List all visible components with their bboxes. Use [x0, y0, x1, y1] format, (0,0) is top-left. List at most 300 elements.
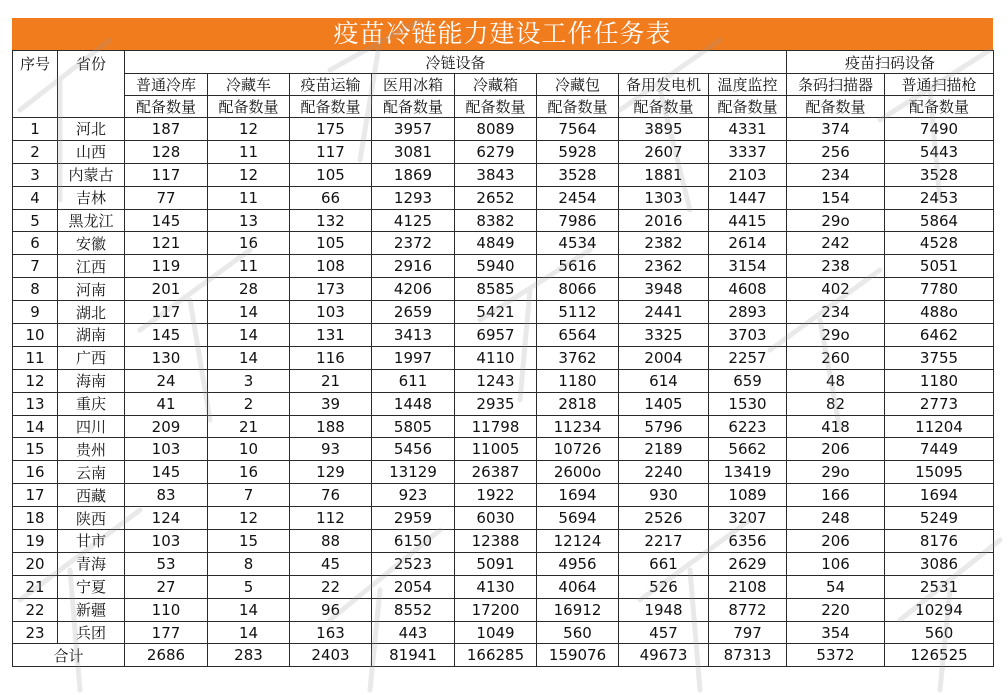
row-value: 443: [372, 621, 455, 644]
row-number: 18: [13, 507, 58, 530]
row-number: 1: [13, 118, 58, 141]
row-value: 130: [125, 346, 208, 369]
row-value: 2607: [619, 140, 709, 163]
row-value: 117: [125, 301, 208, 324]
row-value: 128: [125, 140, 208, 163]
row-value: 3755: [885, 346, 994, 369]
row-value: 3528: [537, 163, 619, 186]
header-column: 冷藏箱: [455, 74, 537, 96]
row-province: 陕西: [58, 507, 125, 530]
table-row: [13, 163, 994, 186]
row-value: 4608: [709, 278, 787, 301]
row-value: 177: [125, 621, 208, 644]
row-value: 1530: [709, 392, 787, 415]
row-value: 10294: [885, 598, 994, 621]
header-sublabel: 配备数量: [455, 96, 537, 118]
row-value: 8089: [455, 118, 537, 141]
row-value: 611: [372, 369, 455, 392]
row-value: 39: [290, 392, 372, 415]
row-province: 海南: [58, 369, 125, 392]
total-row: [13, 644, 994, 667]
row-value: 560: [885, 621, 994, 644]
row-value: 4110: [455, 346, 537, 369]
row-value: 77: [125, 186, 208, 209]
table-row: [13, 232, 994, 255]
row-value: 66: [290, 186, 372, 209]
row-value: 131: [290, 324, 372, 347]
row-value: 2054: [372, 575, 455, 598]
header-column: 备用发电机: [619, 74, 709, 96]
row-value: 16: [208, 461, 290, 484]
row-value: 105: [290, 163, 372, 186]
task-table: [12, 50, 994, 667]
row-value: 260: [787, 346, 885, 369]
row-value: 41: [125, 392, 208, 415]
row-province: 云南: [58, 461, 125, 484]
row-value: 11: [208, 186, 290, 209]
row-value: 187: [125, 118, 208, 141]
row-value: 13: [208, 209, 290, 232]
row-value: 560: [537, 621, 619, 644]
row-value: 488o: [885, 301, 994, 324]
row-province: 青海: [58, 552, 125, 575]
row-value: 3703: [709, 324, 787, 347]
table-head: [13, 51, 994, 118]
row-value: 175: [290, 118, 372, 141]
row-province: 安徽: [58, 232, 125, 255]
row-province: 河北: [58, 118, 125, 141]
row-value: 2818: [537, 392, 619, 415]
row-value: 3413: [372, 324, 455, 347]
row-value: 21: [290, 369, 372, 392]
row-value: 5616: [537, 255, 619, 278]
row-value: 12: [208, 118, 290, 141]
row-value: 2362: [619, 255, 709, 278]
row-value: 1997: [372, 346, 455, 369]
row-number: 7: [13, 255, 58, 278]
row-value: 2257: [709, 346, 787, 369]
row-value: 24: [125, 369, 208, 392]
header-sublabel: 配备数量: [619, 96, 709, 118]
row-value: 256: [787, 140, 885, 163]
row-value: 14: [208, 346, 290, 369]
row-value: 4064: [537, 575, 619, 598]
row-value: 29o: [787, 461, 885, 484]
row-number: 8: [13, 278, 58, 301]
row-value: 145: [125, 209, 208, 232]
row-value: 7986: [537, 209, 619, 232]
row-value: 2441: [619, 301, 709, 324]
row-value: 614: [619, 369, 709, 392]
row-value: 5928: [537, 140, 619, 163]
row-value: 1881: [619, 163, 709, 186]
row-value: 7449: [885, 438, 994, 461]
row-value: 11204: [885, 415, 994, 438]
row-value: 103: [125, 438, 208, 461]
row-value: 238: [787, 255, 885, 278]
row-value: 4331: [709, 118, 787, 141]
table-foot: [13, 644, 994, 667]
row-value: 88: [290, 530, 372, 553]
row-value: 659: [709, 369, 787, 392]
row-value: 14: [208, 621, 290, 644]
table-row: [13, 278, 994, 301]
row-value: 103: [125, 530, 208, 553]
row-value: 76: [290, 484, 372, 507]
table-title: 疫苗冷链能力建设工作任务表: [12, 18, 993, 50]
row-value: 4125: [372, 209, 455, 232]
row-number: 6: [13, 232, 58, 255]
table-row: [13, 530, 994, 553]
row-value: 2659: [372, 301, 455, 324]
row-value: 8552: [372, 598, 455, 621]
row-value: 374: [787, 118, 885, 141]
row-value: 6957: [455, 324, 537, 347]
row-value: 2454: [537, 186, 619, 209]
table-row: [13, 598, 994, 621]
row-number: 16: [13, 461, 58, 484]
row-value: 1303: [619, 186, 709, 209]
header-column: 普通冷库: [125, 74, 208, 96]
row-value: 116: [290, 346, 372, 369]
row-value: 2189: [619, 438, 709, 461]
row-value: 106: [787, 552, 885, 575]
header-sublabel: 配备数量: [537, 96, 619, 118]
row-value: 2523: [372, 552, 455, 575]
row-number: 2: [13, 140, 58, 163]
row-value: 96: [290, 598, 372, 621]
row-number: 21: [13, 575, 58, 598]
row-value: 11234: [537, 415, 619, 438]
row-value: 5694: [537, 507, 619, 530]
row-value: 119: [125, 255, 208, 278]
row-value: 4130: [455, 575, 537, 598]
row-value: 2103: [709, 163, 787, 186]
total-value: 159076: [537, 644, 619, 667]
row-value: 8382: [455, 209, 537, 232]
total-value: 81941: [372, 644, 455, 667]
row-value: 242: [787, 232, 885, 255]
row-value: 5940: [455, 255, 537, 278]
row-province: 四川: [58, 415, 125, 438]
row-value: 173: [290, 278, 372, 301]
row-value: 6462: [885, 324, 994, 347]
row-value: 2935: [455, 392, 537, 415]
row-value: 21: [208, 415, 290, 438]
header-seq: 序号: [13, 51, 58, 118]
row-value: 6279: [455, 140, 537, 163]
row-value: 3895: [619, 118, 709, 141]
row-value: 3337: [709, 140, 787, 163]
table-row: [13, 209, 994, 232]
row-value: 1948: [619, 598, 709, 621]
row-value: 2916: [372, 255, 455, 278]
row-value: 124: [125, 507, 208, 530]
row-value: 1180: [537, 369, 619, 392]
row-value: 797: [709, 621, 787, 644]
table-row: [13, 575, 994, 598]
row-province: 吉林: [58, 186, 125, 209]
row-value: 1447: [709, 186, 787, 209]
header-row-groups: [13, 51, 994, 74]
row-number: 11: [13, 346, 58, 369]
row-value: 234: [787, 301, 885, 324]
row-value: 6030: [455, 507, 537, 530]
row-value: 6356: [709, 530, 787, 553]
row-province: 西藏: [58, 484, 125, 507]
header-column: 温度监控: [709, 74, 787, 96]
row-value: 3086: [885, 552, 994, 575]
row-value: 3207: [709, 507, 787, 530]
row-value: 45: [290, 552, 372, 575]
row-value: 234: [787, 163, 885, 186]
table-row: [13, 186, 994, 209]
row-province: 内蒙古: [58, 163, 125, 186]
row-province: 广西: [58, 346, 125, 369]
row-value: 2217: [619, 530, 709, 553]
row-value: 2652: [455, 186, 537, 209]
row-province: 湖南: [58, 324, 125, 347]
row-value: 15095: [885, 461, 994, 484]
row-value: 82: [787, 392, 885, 415]
row-value: 13129: [372, 461, 455, 484]
row-value: 2016: [619, 209, 709, 232]
row-value: 8: [208, 552, 290, 575]
row-value: 4534: [537, 232, 619, 255]
row-value: 2: [208, 392, 290, 415]
row-province: 甘市: [58, 530, 125, 553]
row-province: 湖北: [58, 301, 125, 324]
row-value: 3154: [709, 255, 787, 278]
row-province: 新疆: [58, 598, 125, 621]
row-value: 4415: [709, 209, 787, 232]
header-column: 普通扫描枪: [885, 74, 994, 96]
total-value: 49673: [619, 644, 709, 667]
total-label: 合计: [13, 644, 125, 667]
row-value: 1448: [372, 392, 455, 415]
header-column: 冷藏车: [208, 74, 290, 96]
row-value: 206: [787, 438, 885, 461]
row-value: 5: [208, 575, 290, 598]
row-value: 163: [290, 621, 372, 644]
row-value: 4528: [885, 232, 994, 255]
row-value: 6223: [709, 415, 787, 438]
total-value: 2403: [290, 644, 372, 667]
row-number: 19: [13, 530, 58, 553]
row-value: 12: [208, 507, 290, 530]
row-value: 8585: [455, 278, 537, 301]
header-sublabel: 配备数量: [885, 96, 994, 118]
header-sublabel: 配备数量: [709, 96, 787, 118]
row-value: 11: [208, 140, 290, 163]
row-value: 1694: [537, 484, 619, 507]
table-row: [13, 461, 994, 484]
row-value: 1694: [885, 484, 994, 507]
row-value: 16: [208, 232, 290, 255]
row-value: 12124: [537, 530, 619, 553]
row-value: 29o: [787, 209, 885, 232]
header-sublabel: 配备数量: [125, 96, 208, 118]
row-value: 526: [619, 575, 709, 598]
row-value: 3843: [455, 163, 537, 186]
row-value: 661: [619, 552, 709, 575]
row-number: 17: [13, 484, 58, 507]
row-value: 930: [619, 484, 709, 507]
row-value: 53: [125, 552, 208, 575]
row-province: 宁夏: [58, 575, 125, 598]
row-value: 1243: [455, 369, 537, 392]
total-value: 283: [208, 644, 290, 667]
header-sublabel: 配备数量: [290, 96, 372, 118]
table-row: [13, 552, 994, 575]
table-row: [13, 346, 994, 369]
row-value: 7490: [885, 118, 994, 141]
row-value: 5805: [372, 415, 455, 438]
row-value: 132: [290, 209, 372, 232]
row-value: 457: [619, 621, 709, 644]
row-value: 6564: [537, 324, 619, 347]
header-column: 冷藏包: [537, 74, 619, 96]
row-value: 145: [125, 324, 208, 347]
row-value: 28: [208, 278, 290, 301]
row-value: 4956: [537, 552, 619, 575]
row-province: 河南: [58, 278, 125, 301]
header-sublabel: 配备数量: [208, 96, 290, 118]
row-number: 22: [13, 598, 58, 621]
row-number: 15: [13, 438, 58, 461]
table-row: [13, 118, 994, 141]
header-group-cold-chain: 冷链设备: [125, 51, 787, 74]
row-value: 209: [125, 415, 208, 438]
row-value: 14: [208, 301, 290, 324]
row-value: 2382: [619, 232, 709, 255]
row-value: 11005: [455, 438, 537, 461]
row-value: 354: [787, 621, 885, 644]
row-value: 14: [208, 598, 290, 621]
row-value: 2600o: [537, 461, 619, 484]
row-value: 1405: [619, 392, 709, 415]
row-value: 2004: [619, 346, 709, 369]
row-value: 121: [125, 232, 208, 255]
row-value: 2773: [885, 392, 994, 415]
row-value: 5051: [885, 255, 994, 278]
row-value: 201: [125, 278, 208, 301]
table-row: [13, 438, 994, 461]
table-row: [13, 507, 994, 530]
row-value: 2372: [372, 232, 455, 255]
row-value: 26387: [455, 461, 537, 484]
row-value: 2240: [619, 461, 709, 484]
row-value: 93: [290, 438, 372, 461]
row-number: 5: [13, 209, 58, 232]
row-value: 29o: [787, 324, 885, 347]
row-number: 20: [13, 552, 58, 575]
row-value: 166: [787, 484, 885, 507]
header-row-columns: [13, 74, 994, 96]
total-value: 5372: [787, 644, 885, 667]
row-value: 1922: [455, 484, 537, 507]
task-table-sheet: [12, 18, 993, 667]
total-value: 2686: [125, 644, 208, 667]
row-value: 8176: [885, 530, 994, 553]
header-column: 疫苗运输: [290, 74, 372, 96]
table-row: [13, 484, 994, 507]
row-value: 11: [208, 255, 290, 278]
row-value: 402: [787, 278, 885, 301]
table-row: [13, 301, 994, 324]
row-value: 12: [208, 163, 290, 186]
row-value: 188: [290, 415, 372, 438]
row-value: 1869: [372, 163, 455, 186]
row-value: 13419: [709, 461, 787, 484]
row-value: 5456: [372, 438, 455, 461]
table-row: [13, 415, 994, 438]
row-number: 14: [13, 415, 58, 438]
row-value: 15: [208, 530, 290, 553]
row-value: 2629: [709, 552, 787, 575]
row-value: 11798: [455, 415, 537, 438]
row-value: 54: [787, 575, 885, 598]
row-value: 4206: [372, 278, 455, 301]
row-value: 8066: [537, 278, 619, 301]
table-row: [13, 621, 994, 644]
row-number: 4: [13, 186, 58, 209]
row-value: 3957: [372, 118, 455, 141]
header-sublabel: 配备数量: [787, 96, 885, 118]
row-value: 10: [208, 438, 290, 461]
row-value: 2614: [709, 232, 787, 255]
row-number: 12: [13, 369, 58, 392]
row-value: 5421: [455, 301, 537, 324]
row-value: 2959: [372, 507, 455, 530]
row-value: 923: [372, 484, 455, 507]
row-value: 12388: [455, 530, 537, 553]
row-province: 山西: [58, 140, 125, 163]
row-value: 2108: [709, 575, 787, 598]
table-row: [13, 392, 994, 415]
row-number: 23: [13, 621, 58, 644]
row-value: 5796: [619, 415, 709, 438]
header-row-sublabels: [13, 96, 994, 118]
header-group-scan: 疫苗扫码设备: [787, 51, 994, 74]
table-row: [13, 140, 994, 163]
row-number: 9: [13, 301, 58, 324]
row-value: 3762: [537, 346, 619, 369]
row-value: 2531: [885, 575, 994, 598]
row-number: 3: [13, 163, 58, 186]
row-province: 重庆: [58, 392, 125, 415]
row-value: 1049: [455, 621, 537, 644]
row-value: 5662: [709, 438, 787, 461]
total-value: 166285: [455, 644, 537, 667]
row-province: 贵州: [58, 438, 125, 461]
row-value: 83: [125, 484, 208, 507]
table-body: [13, 118, 994, 644]
row-value: 206: [787, 530, 885, 553]
table-row: [13, 369, 994, 392]
row-value: 4849: [455, 232, 537, 255]
row-value: 1293: [372, 186, 455, 209]
row-value: 2893: [709, 301, 787, 324]
row-value: 10726: [537, 438, 619, 461]
row-value: 145: [125, 461, 208, 484]
row-value: 7780: [885, 278, 994, 301]
row-value: 117: [290, 140, 372, 163]
row-value: 16912: [537, 598, 619, 621]
row-value: 5091: [455, 552, 537, 575]
row-value: 129: [290, 461, 372, 484]
row-value: 220: [787, 598, 885, 621]
